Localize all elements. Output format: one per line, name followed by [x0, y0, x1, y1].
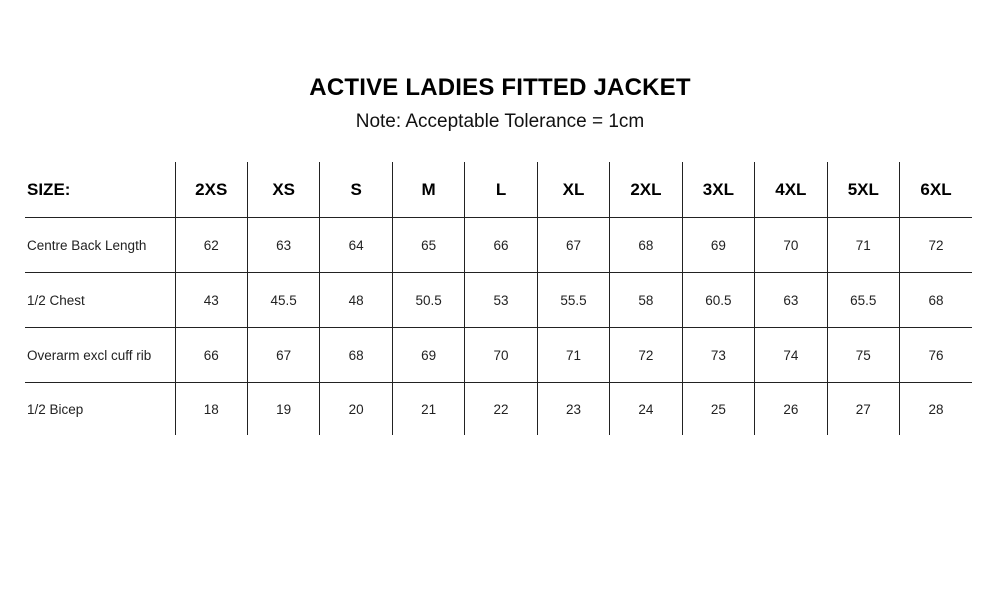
measurement-cell: 67: [247, 328, 319, 383]
size-header-cell: 5XL: [827, 162, 899, 218]
measurement-cell: 48: [320, 273, 392, 328]
measurement-cell: 53: [465, 273, 537, 328]
measurement-cell: 55.5: [537, 273, 609, 328]
measurement-cell: 71: [827, 218, 899, 273]
size-header-cell: 3XL: [682, 162, 754, 218]
measurement-cell: 68: [320, 328, 392, 383]
row-label: Centre Back Length: [25, 218, 175, 273]
size-header-row: [25, 162, 972, 218]
measurement-cell: 65: [392, 218, 464, 273]
measurement-cell: 58: [610, 273, 682, 328]
measurement-cell: 25: [682, 383, 754, 436]
measurement-cell: 75: [827, 328, 899, 383]
measurement-cell: 19: [247, 383, 319, 436]
measurement-row-half-chest: [25, 273, 972, 328]
measurement-cell: 74: [755, 328, 827, 383]
size-header-label: SIZE:: [25, 162, 175, 218]
measurement-cell: 45.5: [247, 273, 319, 328]
measurement-row-overarm: [25, 328, 972, 383]
size-header-cell: S: [320, 162, 392, 218]
measurement-cell: 50.5: [392, 273, 464, 328]
size-chart-table: [25, 162, 972, 435]
measurement-row-half-bicep: [25, 383, 972, 436]
measurement-cell: 67: [537, 218, 609, 273]
measurement-cell: 71: [537, 328, 609, 383]
measurement-cell: 60.5: [682, 273, 754, 328]
measurement-cell: 27: [827, 383, 899, 436]
size-header-cell: 4XL: [755, 162, 827, 218]
measurement-cell: 73: [682, 328, 754, 383]
size-header-cell: XS: [247, 162, 319, 218]
measurement-cell: 20: [320, 383, 392, 436]
size-header-cell: 6XL: [900, 162, 972, 218]
page-title: ACTIVE LADIES FITTED JACKET: [309, 74, 691, 101]
measurement-cell: 64: [320, 218, 392, 273]
measurement-cell: 65.5: [827, 273, 899, 328]
row-label: 1/2 Chest: [25, 273, 175, 328]
measurement-cell: 62: [175, 218, 247, 273]
measurement-cell: 26: [755, 383, 827, 436]
size-header-cell: XL: [537, 162, 609, 218]
measurement-cell: 22: [465, 383, 537, 436]
measurement-cell: 76: [900, 328, 972, 383]
measurement-cell: 69: [682, 218, 754, 273]
measurement-cell: 21: [392, 383, 464, 436]
measurement-cell: 72: [900, 218, 972, 273]
measurement-cell: 18: [175, 383, 247, 436]
measurement-cell: 70: [465, 328, 537, 383]
row-label: 1/2 Bicep: [27, 401, 84, 417]
measurement-cell: 63: [247, 218, 319, 273]
tolerance-note: Note: Acceptable Tolerance = 1cm: [355, 111, 645, 132]
measurement-cell: 63: [755, 273, 827, 328]
size-header-cell: 2XL: [610, 162, 682, 218]
row-label: Overarm excl cuff rib: [25, 328, 175, 383]
measurement-cell: 66: [175, 328, 247, 383]
measurement-cell: 24: [610, 383, 682, 436]
measurement-cell: 23: [537, 383, 609, 436]
size-header-cell: L: [465, 162, 537, 218]
measurement-cell: 68: [610, 218, 682, 273]
measurement-cell: 68: [900, 273, 972, 328]
measurement-cell: 72: [610, 328, 682, 383]
measurement-cell: 43: [175, 273, 247, 328]
measurement-cell: 28: [900, 383, 972, 436]
measurement-cell: 69: [392, 328, 464, 383]
size-header-cell: M: [392, 162, 464, 218]
measurement-cell: 70: [755, 218, 827, 273]
measurement-cell: 66: [465, 218, 537, 273]
size-header-cell: 2XS: [175, 162, 247, 218]
measurement-row-centre-back-length: [25, 218, 972, 273]
